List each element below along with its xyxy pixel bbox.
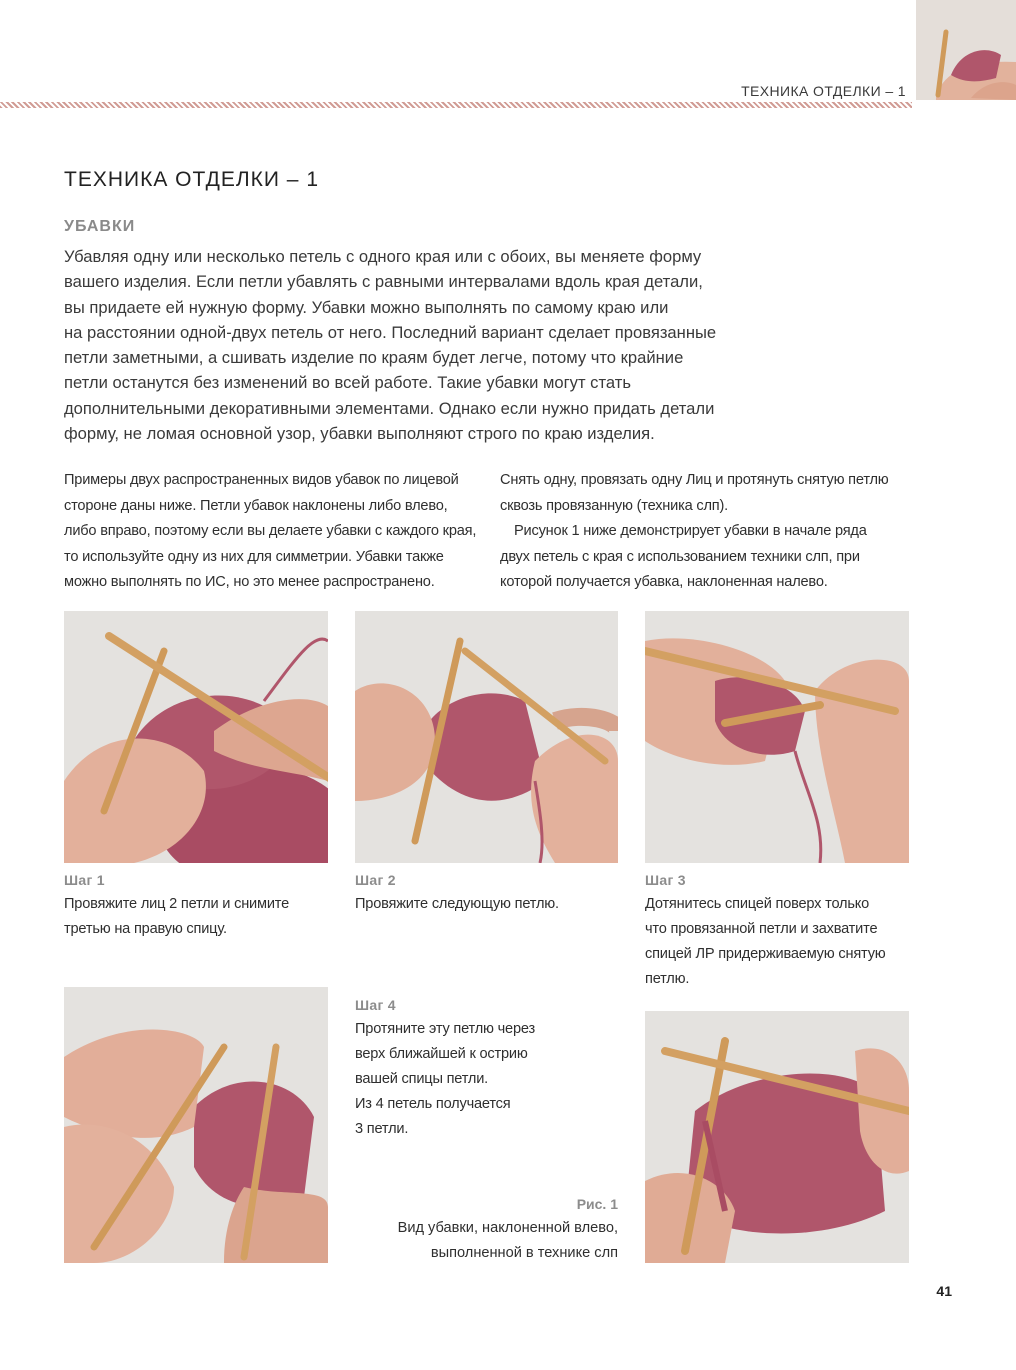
step-2-line: Провяжите следующую петлю. (355, 896, 559, 912)
left-col-line: то используйте одну из них для симметрии. Убавки также (64, 548, 444, 565)
step-1-line: Провяжите лиц 2 петли и снимите (64, 896, 290, 912)
step-3-line: что провязанной петли и захватите (645, 921, 878, 937)
page-number: 41 (936, 1283, 952, 1299)
step-3-heading: Шаг 3 (645, 872, 686, 888)
intro-line: вы придаете ей нужную форму. Убавки можно выполнять по самому краю или (64, 297, 669, 317)
step-3-line: спицей ЛР придерживаемую снятую (645, 946, 886, 962)
running-header-title: ТЕХНИКА ОТДЕЛКИ – 1 (741, 83, 906, 99)
step-2-heading: Шаг 2 (355, 872, 396, 888)
step-1-photo (64, 611, 328, 863)
figure-1-photo (645, 1011, 909, 1263)
figure-caption (370, 1196, 618, 1266)
intro-line: на расстоянии одной-двух петель от него. Последний вариант сделает провязанные (64, 322, 717, 342)
step-3-photo (645, 611, 909, 863)
intro-paragraph (64, 244, 784, 446)
step-1-heading: Шаг 1 (64, 872, 105, 888)
section-subhead: УБАВКИ (64, 218, 136, 235)
step-3-caption (645, 872, 915, 992)
step-4-line: вашей спицы петли. (355, 1071, 489, 1087)
step-4-line: верх ближайшей к острию (355, 1046, 528, 1062)
step-4-heading: Шаг 4 (355, 997, 396, 1013)
step-4-caption (355, 997, 595, 1142)
right-col-line: Снять одну, провязать одну Лиц и протянуть снятую петлю (500, 472, 889, 488)
figure-heading: Рис. 1 (576, 1196, 618, 1212)
page-title: ТЕХНИКА ОТДЕЛКИ – 1 (64, 168, 320, 191)
figure-line: выполненной в технике слп (430, 1245, 618, 1261)
intro-line: Убавляя одну или несколько петель с одного края или с обоих, вы меняете форму (64, 247, 702, 266)
left-col-line: можно выполнять по ИС, но это менее распространено. (64, 574, 435, 590)
figure-line: Вид убавки, наклоненной влево, (397, 1220, 618, 1236)
right-col-line: Рисунок 1 ниже демонстрирует убавки в начале ряда (514, 523, 867, 539)
left-col-line: стороне даны ниже. Петли убавок наклонены либо влево, (64, 497, 448, 514)
right-col-line: сквозь провязанную (техника слп). (500, 497, 729, 514)
step-2-caption (355, 872, 625, 917)
right-column-text (500, 468, 920, 596)
header-thumbnail-photo (916, 0, 1016, 100)
left-col-line: либо вправо, поэтому если вы делаете убавки с каждого края, (64, 523, 477, 539)
step-4-line: Протяните эту петлю через (355, 1021, 535, 1037)
left-column-text (64, 468, 484, 596)
right-col-line: двух петель с края с использованием техники слп, при (500, 548, 860, 565)
intro-line: петли останутся без изменений во всей работе. Такие убавки могут стать (64, 373, 631, 393)
step-2-photo (355, 611, 618, 863)
step-1-line: третью на правую спицу. (64, 921, 227, 937)
left-col-line: Примеры двух распространенных видов убавок по лицевой (64, 472, 459, 488)
intro-line: форму, не ломая основной узор, убавки выполняют строго по краю изделия. (64, 424, 655, 444)
header-decorative-rule (0, 102, 912, 108)
intro-line: петли заметными, а сшивать изделие по краям будет легче, потому что крайние (64, 348, 684, 368)
step-4-line: Из 4 петель получается (355, 1096, 511, 1112)
step-4-photo (64, 987, 328, 1263)
step-3-line: петлю. (645, 971, 690, 987)
step-4-line: 3 петли. (355, 1121, 409, 1137)
intro-line: дополнительными декоративными элементами. Однако если нужно придать детали (64, 398, 715, 418)
right-col-line: которой получается убавка, наклоненная налево. (500, 574, 828, 590)
step-3-line: Дотянитесь спицей поверх только (645, 896, 870, 912)
intro-line: вашего изделия. Если петли убавлять с равными интервалами вдоль края детали, (64, 272, 703, 292)
step-1-caption (64, 872, 334, 942)
